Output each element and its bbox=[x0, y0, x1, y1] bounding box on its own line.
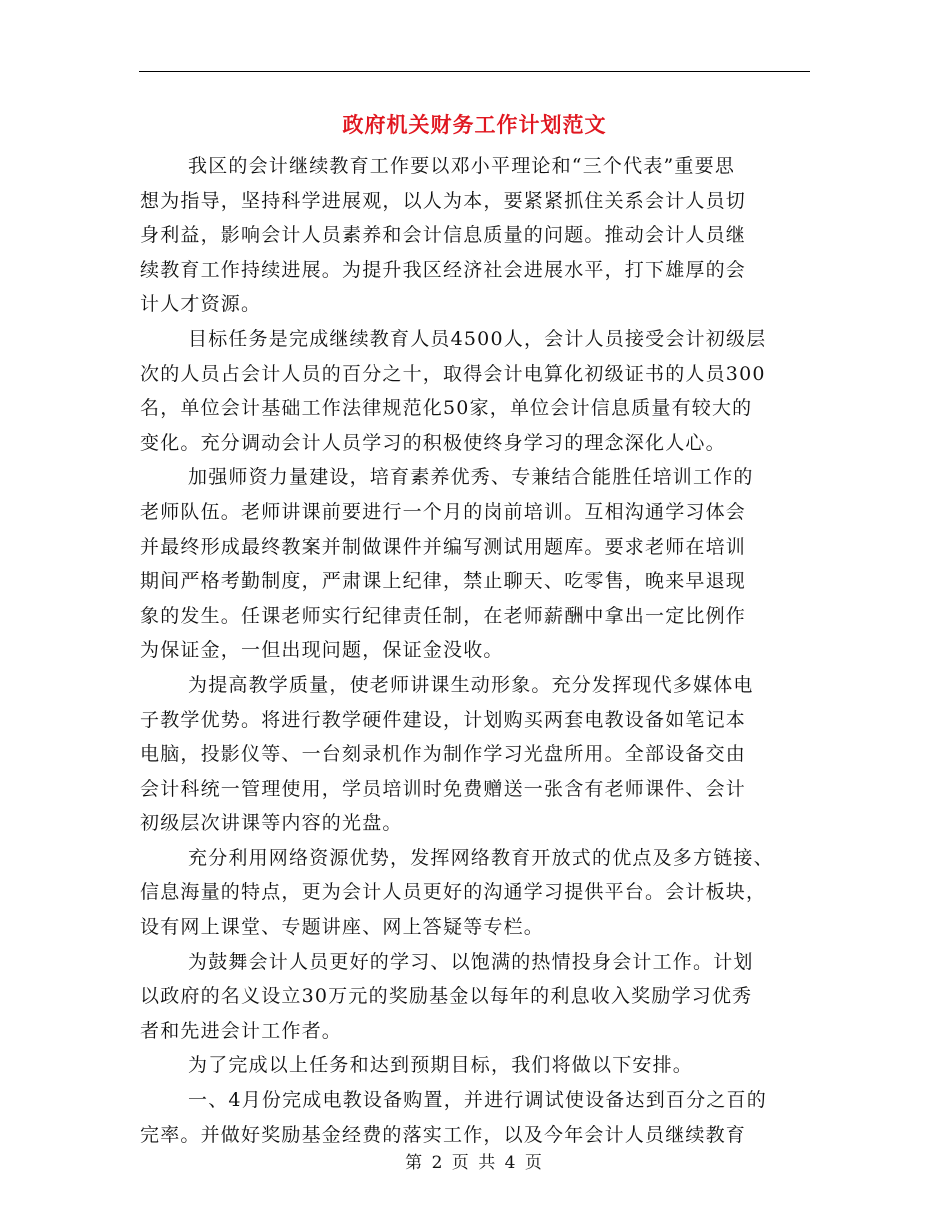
text-line: 完率。并做好奖励基金经费的落实工作，以及今年会计人员继续教育 bbox=[140, 1123, 747, 1146]
text-line: 信息海量的特点，更为会计人员更好的沟通学习提供平台。会计板块， bbox=[140, 881, 767, 904]
paragraph bbox=[140, 668, 812, 841]
paragraph bbox=[140, 1048, 812, 1083]
text-line: 身利益，影响会计人员素养和会计信息质量的问题。推动会计人员继 bbox=[140, 224, 747, 247]
document-title: 政府机关财务工作计划范文 bbox=[342, 112, 607, 137]
text-line: 老师队伍。老师讲课前要进行一个月的岗前培训。互相沟通学习体会 bbox=[140, 500, 747, 523]
text-line: 电脑，投影仪等、一台刻录机作为制作学习光盘所用。全部设备交由 bbox=[140, 743, 747, 766]
text-line: 加强师资力量建设，培育素养优秀、专兼结合能胜任培训工作的 bbox=[188, 466, 754, 489]
text-line: 为保证金，一但出现问题，保证金没收。 bbox=[140, 639, 504, 662]
text-line: 充分利用网络资源优势，发挥网络教育开放式的优点及多方链接、 bbox=[188, 846, 774, 869]
paragraph bbox=[140, 322, 812, 460]
text-line: 为鼓舞会计人员更好的学习、以饱满的热情投身会计工作。计划 bbox=[188, 950, 754, 973]
text-line: 为提高教学质量，使老师讲课生动形象。充分发挥现代多媒体电 bbox=[188, 673, 754, 696]
text-line: 期间严格考勤制度，严肃课上纪律，禁止聊天、吃零售，晚来早退现 bbox=[140, 570, 747, 593]
text-line: 并最终形成最终教案并制做课件并编写测试用题库。要求老师在培训 bbox=[140, 535, 747, 558]
text-line: 名，单位会计基础工作法律规范化50家，单位会计信息质量有较大的 bbox=[140, 397, 753, 420]
text-line: 为了完成以上任务和达到预期目标，我们将做以下安排。 bbox=[188, 1054, 694, 1077]
text-line: 变化。充分调动会计人员学习的积极使终身学习的理念深化人心。 bbox=[140, 431, 726, 454]
paragraph bbox=[140, 945, 812, 1049]
text-line: 者和先进会计工作者。 bbox=[140, 1019, 343, 1042]
document-body bbox=[140, 149, 812, 1152]
text-line: 象的发生。任课老师实行纪律责任制，在老师薪酬中拿出一定比例作 bbox=[140, 604, 747, 627]
paragraph bbox=[140, 1083, 812, 1152]
text-line: 计人才资源。 bbox=[140, 293, 262, 316]
text-line: 设有网上课堂、专题讲座、网上答疑等专栏。 bbox=[140, 916, 545, 939]
paragraph bbox=[140, 460, 812, 668]
text-line: 以政府的名义设立30万元的奖励基金以每年的利息收入奖励学习优秀 bbox=[140, 985, 753, 1008]
paragraph bbox=[140, 841, 812, 945]
text-line: 我区的会计继续教育工作要以邓小平理论和“三个代表”重要思 bbox=[188, 155, 736, 177]
text-line: 子教学优势。将进行教学硬件建设，计划购买两套电教设备如笔记本 bbox=[140, 708, 747, 731]
text-line: 目标任务是完成继续教育人员4500人，会计人员接受会计初级层 bbox=[188, 327, 767, 350]
text-line: 续教育工作持续进展。为提升我区经济社会进展水平，打下雄厚的会 bbox=[140, 258, 747, 281]
page-number: 第 2 页 共 4 页 bbox=[405, 1153, 544, 1173]
text-line: 想为指导，坚持科学进展观，以人为本，要紧紧抓住关系会计人员切 bbox=[140, 189, 747, 212]
text-line: 次的人员占会计人员的百分之十，取得会计电算化初级证书的人员300 bbox=[140, 362, 766, 385]
header-rule bbox=[139, 71, 810, 72]
text-line: 初级层次讲课等内容的光盘。 bbox=[140, 812, 403, 835]
text-line: 会计科统一管理使用，学员培训时免费赠送一张含有老师课件、会计 bbox=[140, 777, 747, 800]
text-line: 一、4月份完成电教设备购置，并进行调试使设备达到百分之百的 bbox=[188, 1089, 767, 1112]
paragraph bbox=[140, 149, 812, 322]
